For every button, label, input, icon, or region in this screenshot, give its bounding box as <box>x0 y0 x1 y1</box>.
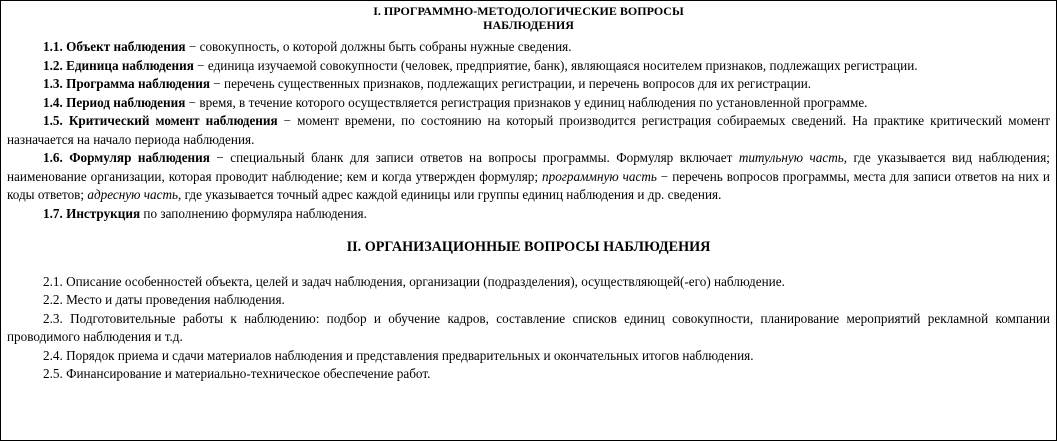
item-1-7 <box>7 205 1050 224</box>
item-2-4 <box>7 347 1050 366</box>
item-number: 2.5. <box>43 366 63 381</box>
item-italic: адресную часть <box>87 187 179 202</box>
item-text: по заполнению формуляра наблюдения. <box>140 205 367 221</box>
item-text: Финансирование и материально-техническое обеспечение работ. <box>62 366 431 381</box>
item-1-1 <box>7 38 1050 57</box>
item-2-1 <box>7 273 1050 292</box>
item-2-2 <box>7 291 1050 310</box>
item-text: − перечень вопросов программы, места для записи ответов на них и коды ответов; <box>7 168 1050 202</box>
section1-title-line2: НАБЛЮДЕНИЯ <box>483 18 574 32</box>
item-2-3 <box>7 310 1050 347</box>
item-text: Порядок приема и сдачи материалов наблюдения и представления предварительных и окончательных итогов наблюдения. <box>62 347 754 363</box>
item-text: − время, в течение которого осуществляется регистрация признаков у единиц наблюдения по установленной программе. <box>185 94 868 110</box>
item-text: Место и даты проведения наблюдения. <box>62 292 285 307</box>
item-term: Критический момент наблюдения <box>68 113 278 128</box>
item-number: 1.2. <box>43 57 63 73</box>
item-number: 2.2. <box>43 292 63 307</box>
item-term: Программа наблюдения <box>66 76 210 91</box>
item-number: 2.3. <box>43 310 63 326</box>
item-term: Единица наблюдения <box>66 57 194 73</box>
item-number: 1.1. <box>43 39 63 54</box>
item-text: − момент времени, по состоянию на который производится регистрация собираемых сведений. На практике критический момент назначается на начало периода наблюдения. <box>7 113 1050 147</box>
item-number: 2.4. <box>43 347 63 363</box>
item-text: Подготовительные работы к наблюдению: подбор и обучение кадров, составление списков единиц совокупности, планирование мероприятий рекламной компании проводимого наблюдения и т.д. <box>7 310 1050 344</box>
item-number: 1.6. <box>43 150 63 165</box>
item-1-2 <box>7 57 1050 76</box>
item-text: − единица изучаемой совокупности (человек, предприятие, банк), являющаяся носителем признаков, подлежащих регистрации. <box>193 57 918 73</box>
item-text: Описание особенностей объекта, целей и задач наблюдения, организации (подразделения), осуществляющей(-его) наблюдение. <box>62 273 785 289</box>
item-text: − перечень существенных признаков, подлежащих регистрации, и перечень вопросов для их регистрации. <box>209 76 812 91</box>
item-number: 1.5. <box>43 113 63 128</box>
item-term: Объект наблюдения <box>66 39 186 54</box>
item-italic: программную часть <box>542 168 657 184</box>
item-number: 1.3. <box>43 76 63 91</box>
item-italic: титульную часть <box>738 150 844 165</box>
section2-title: II. ОРГАНИЗАЦИОННЫЕ ВОПРОСЫ НАБЛЮДЕНИЯ <box>346 239 711 255</box>
item-text: , где указывается точный адрес каждой единицы или группы единиц наблюдения и др. сведения. <box>178 187 722 202</box>
item-2-5 <box>7 365 1050 384</box>
item-1-5 <box>7 112 1050 149</box>
item-text: − совокупность, о которой должны быть собраны нужные сведения. <box>185 39 572 54</box>
item-number: 1.7. <box>43 205 63 221</box>
section1-title-line1: I. ПРОГРАММНО-МЕТОДОЛОГИЧЕСКИЕ ВОПРОСЫ <box>373 4 684 18</box>
item-term: Формуляр наблюдения <box>69 150 210 165</box>
item-1-6 <box>7 149 1050 205</box>
item-1-4 <box>7 94 1050 113</box>
item-term: Период наблюдения <box>66 94 186 110</box>
item-number: 2.1. <box>43 273 63 289</box>
item-text: , где указывается вид наблюдения; наименование организации, которая проводит наблюдение; кем и когда утвержден формуляр; <box>7 150 1050 184</box>
item-1-3 <box>7 75 1050 94</box>
item-term: Инструкция <box>66 205 141 221</box>
item-text: − специальный бланк для записи ответов на вопросы программы. Формуляр включает <box>209 150 739 165</box>
item-number: 1.4. <box>43 94 63 110</box>
